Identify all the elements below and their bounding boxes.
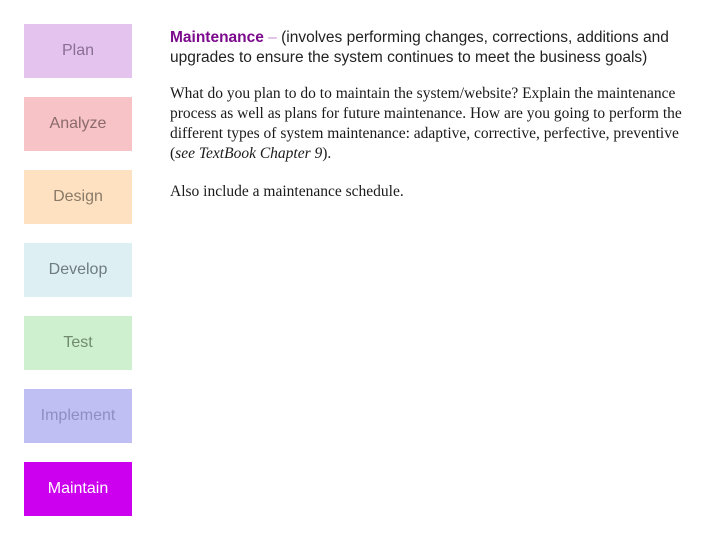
phase-design[interactable]: Design [24, 170, 132, 224]
phase-implement[interactable]: Implement [24, 389, 132, 443]
content-panel [170, 28, 690, 202]
term-heading: Maintenance [170, 29, 264, 46]
phase-plan[interactable]: Plan [24, 24, 132, 78]
schedule-note: Also include a maintenance schedule. [170, 183, 404, 200]
sdlc-phase-nav [24, 24, 132, 535]
maintenance-definition [170, 28, 690, 68]
phase-develop[interactable]: Develop [24, 243, 132, 297]
maintenance-question [170, 84, 690, 164]
phase-analyze[interactable]: Analyze [24, 97, 132, 151]
term-dash: – [263, 29, 277, 46]
question-end: ). [322, 145, 332, 162]
question-text: What do you plan to do to maintain the system/website? Explain the maintenance process as well as plans for future maintenance. How are you going to perform the different types of system maintenance: adaptive, corrective, perfective, preventive ( [170, 85, 682, 162]
phase-test[interactable]: Test [24, 316, 132, 370]
phase-maintain-active[interactable]: Maintain [24, 462, 132, 516]
definition-text: (involves performing changes, corrections, additions and upgrades to ensure the system continues to meet the business goals) [170, 29, 669, 66]
textbook-reference: see TextBook Chapter 9 [175, 145, 323, 162]
